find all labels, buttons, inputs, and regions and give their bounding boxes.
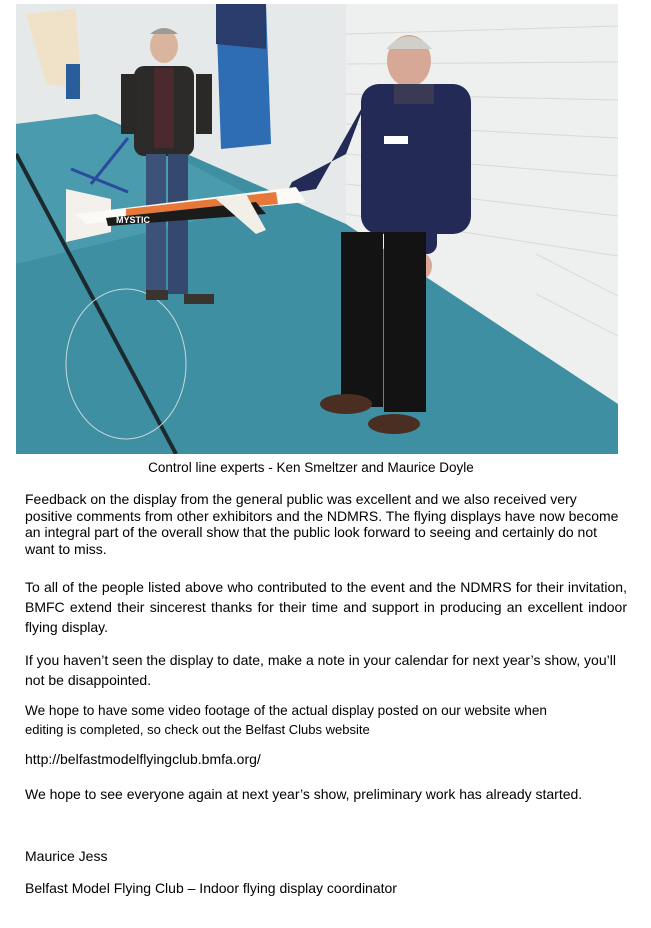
feedback-paragraph: Feedback on the display from the general public was excellent and we also received very positive comments from other exhibitors and the NDMRS. The flying displays have now become an integral part of the overall show that the public look forward to seeing and certainly do not want to miss. — [25, 491, 619, 557]
video-paragraph-line2: editing is completed, so check out the Belfast Clubs website — [25, 722, 370, 737]
event-photo — [16, 4, 618, 454]
calendar-paragraph: If you haven’t seen the display to date, make a note in your calendar for next year’s show, you’ll not be disappointed. — [25, 652, 616, 688]
signature-name: Maurice Jess — [25, 848, 108, 864]
video-paragraph-line1: We hope to have some video footage of the actual display posted on our website when — [25, 703, 547, 718]
photo-illustration — [16, 4, 618, 454]
photo-caption: Control line experts - Ken Smeltzer and Maurice Doyle — [148, 460, 474, 475]
thanks-paragraph: To all of the people listed above who contributed to the event and the NDMRS for their invitation, BMFC extend their sincerest thanks for their time and support in producing an excellent indoor flying display. — [25, 579, 627, 635]
next-year-paragraph: We hope to see everyone again at next year’s show, preliminary work has already started. — [25, 786, 583, 802]
website-link[interactable]: http://belfastmodelflyingclub.bmfa.org/ — [25, 751, 261, 767]
signature-role: Belfast Model Flying Club – Indoor flying display coordinator — [25, 880, 397, 896]
plane-label: MYSTIC — [116, 215, 151, 225]
